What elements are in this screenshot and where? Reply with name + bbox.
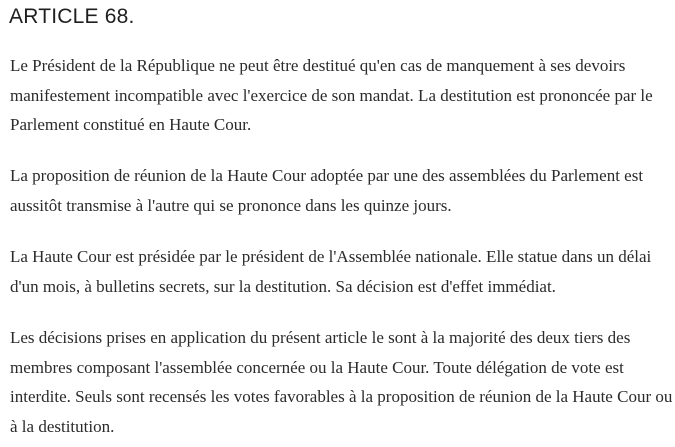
paragraph-line: à la destitution. — [10, 416, 115, 436]
article-paragraph-2 — [10, 161, 643, 220]
article-paragraph-4 — [10, 323, 672, 441]
paragraph-line: Le Président de la République ne peut être destitué qu'en cas de manquement à ses devoirs — [10, 56, 626, 75]
paragraph-line: d'un mois, à bulletins secrets, sur la destitution. Sa décision est d'effet immédiat. — [10, 276, 556, 296]
article-paragraph-3 — [10, 242, 651, 301]
paragraph-line: aussitôt transmise à l'autre qui se prononce dans les quinze jours. — [10, 195, 452, 215]
paragraph-line: membres composant l'assemblée concernée ou la Haute Cour. Toute délégation de vote est — [10, 357, 624, 377]
paragraph-line: La Haute Cour est présidée par le président de l'Assemblée nationale. Elle statue dans un délai — [10, 247, 652, 266]
paragraph-line: La proposition de réunion de la Haute Cour adoptée par une des assemblées du Parlement est — [10, 166, 644, 185]
paragraph-line: interdite. Seuls sont recensés les votes favorables à la proposition de réunion de la Haute Cour ou — [10, 387, 673, 406]
paragraph-line: manifestement incompatible avec l'exercice de son mandat. La destitution est prononcée par le — [10, 85, 653, 105]
paragraph-line: Parlement constitué en Haute Cour. — [10, 115, 252, 134]
article-paragraph-1 — [10, 51, 653, 140]
article-title: ARTICLE 68. — [9, 5, 135, 28]
paragraph-line: Les décisions prises en application du présent article le sont à la majorité des deux tiers des — [10, 328, 631, 347]
